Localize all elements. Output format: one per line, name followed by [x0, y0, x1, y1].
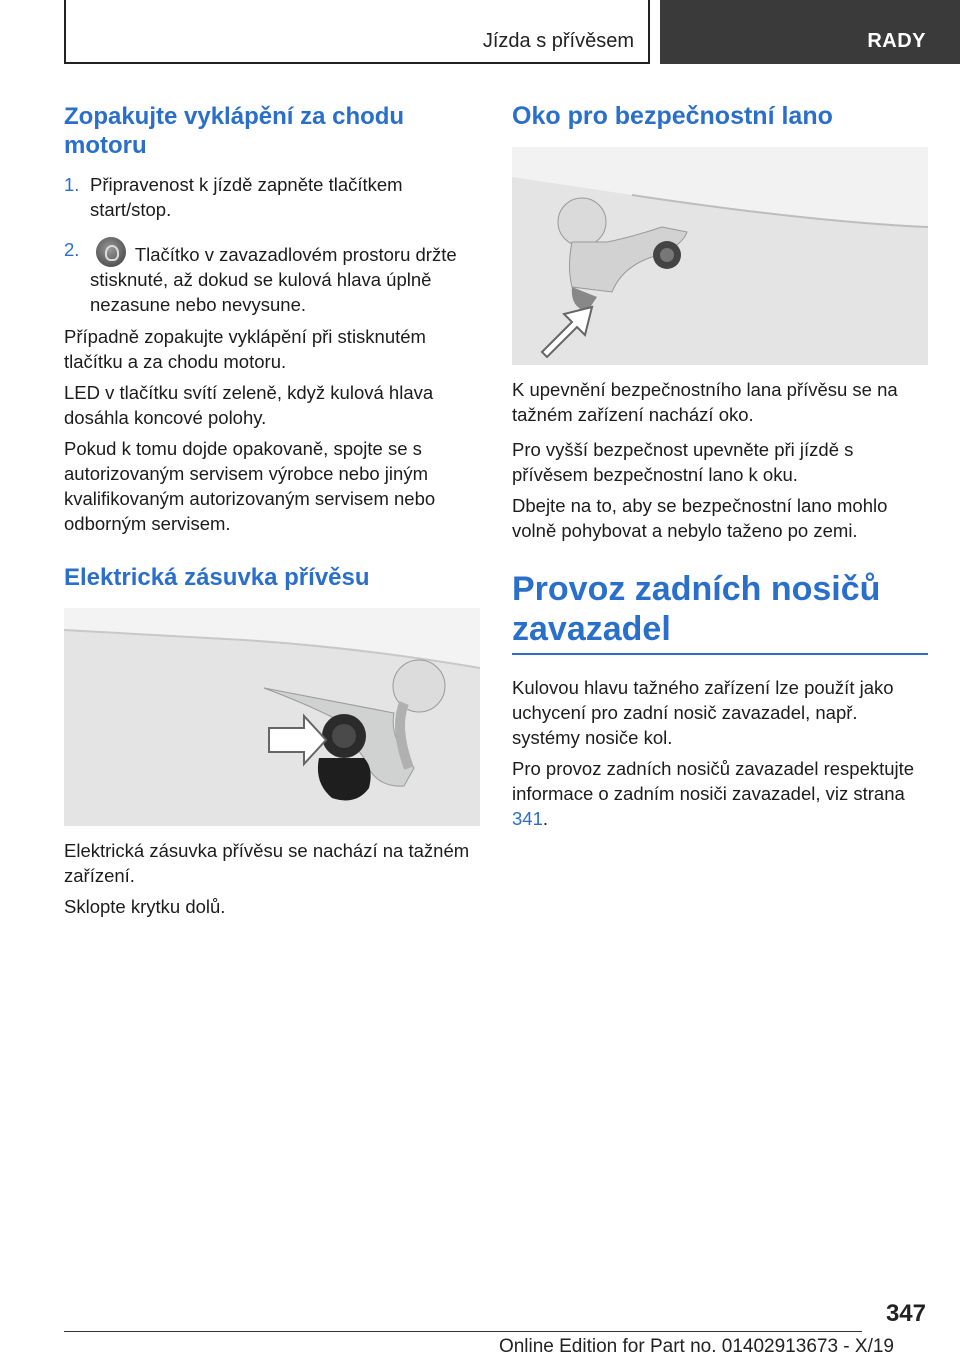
- header-section-box: [64, 0, 650, 64]
- chapter-title: RADY: [867, 30, 926, 52]
- paragraph: Případně zopakujte vyklápění při stisknutém tlačítku a za chodu motoru.: [64, 326, 426, 372]
- carrier-text-end: .: [542, 808, 549, 829]
- carrier-heading-block: [512, 569, 928, 655]
- socket-caption: Elektrická zásuvka přívěsu se nachází na tažném zařízení.: [64, 840, 470, 886]
- paragraph: LED v tlačítku svítí zeleně, když kulová hlava dosáhla koncové polohy.: [64, 382, 434, 428]
- step-number: 1.: [64, 174, 80, 195]
- socket-illustration: [64, 608, 480, 826]
- repeat-heading: Zopakujte vyklápění za chodu motoru: [64, 103, 405, 159]
- eye-illustration: [512, 147, 928, 365]
- footer-divider: [64, 1331, 862, 1332]
- step-text: Tlačítko v zavazadlovém prostoru držte stisknuté, až dokud se kulová hlava úplně nezasune nebo nevysune.: [90, 244, 457, 315]
- trunk-button-icon: [96, 237, 126, 267]
- carrier-heading: Provoz zadních nosičů zavazadel: [512, 570, 881, 648]
- paragraph: Dbejte na to, aby se bezpečnostní lano mohlo volně pohybovat a nebylo taženo po zemi.: [512, 495, 888, 541]
- eye-heading: Oko pro bezpečnostní lano: [512, 102, 833, 130]
- eye-photo: [512, 147, 928, 365]
- socket-instruction: Sklopte krytku dolů.: [64, 896, 226, 917]
- paragraph: Pokud k tomu dojde opakovaně, spojte se s autorizovaným servisem výrobce nebo jiným kvalifikovaným autorizovaným servisem nebo odborným servisem.: [64, 438, 436, 534]
- carrier-text: Pro provoz zadních nosičů zavazadel respektujte informace o zadním nosiči zavazadel, viz strana: [512, 758, 915, 804]
- steps-list: [64, 172, 480, 317]
- step-2: [64, 237, 480, 317]
- section-title: Jízda s přívěsem: [482, 30, 634, 52]
- paragraph: Kulovou hlavu tažného zařízení lze použít jako uchycení pro zadní nosič zavazadel, např. systémy nosiče kol.: [512, 677, 894, 748]
- page-number: 347: [885, 1300, 926, 1327]
- step-text: Připravenost k jízdě zapněte tlačítkem start/stop.: [90, 174, 403, 220]
- paragraph: [512, 756, 928, 831]
- socket-photo: [64, 608, 480, 826]
- left-column: [64, 96, 480, 919]
- right-column: [512, 96, 928, 831]
- step-1: [64, 172, 480, 222]
- paragraph: Pro vyšší bezpečnost upevněte při jízdě s přívěsem bezpečnostní lano k oku.: [512, 439, 854, 485]
- header-chapter-box: [660, 0, 960, 64]
- eye-caption: K upevnění bezpečnostního lana přívěsu se na tažném zařízení nachází oko.: [512, 379, 898, 425]
- step-number: 2.: [64, 239, 80, 260]
- socket-heading: Elektrická zásuvka přívěsu: [64, 564, 370, 591]
- edition-footer: Online Edition for Part no. 01402913673 - X/19: [498, 1336, 894, 1357]
- page-reference-link[interactable]: 341: [512, 808, 543, 829]
